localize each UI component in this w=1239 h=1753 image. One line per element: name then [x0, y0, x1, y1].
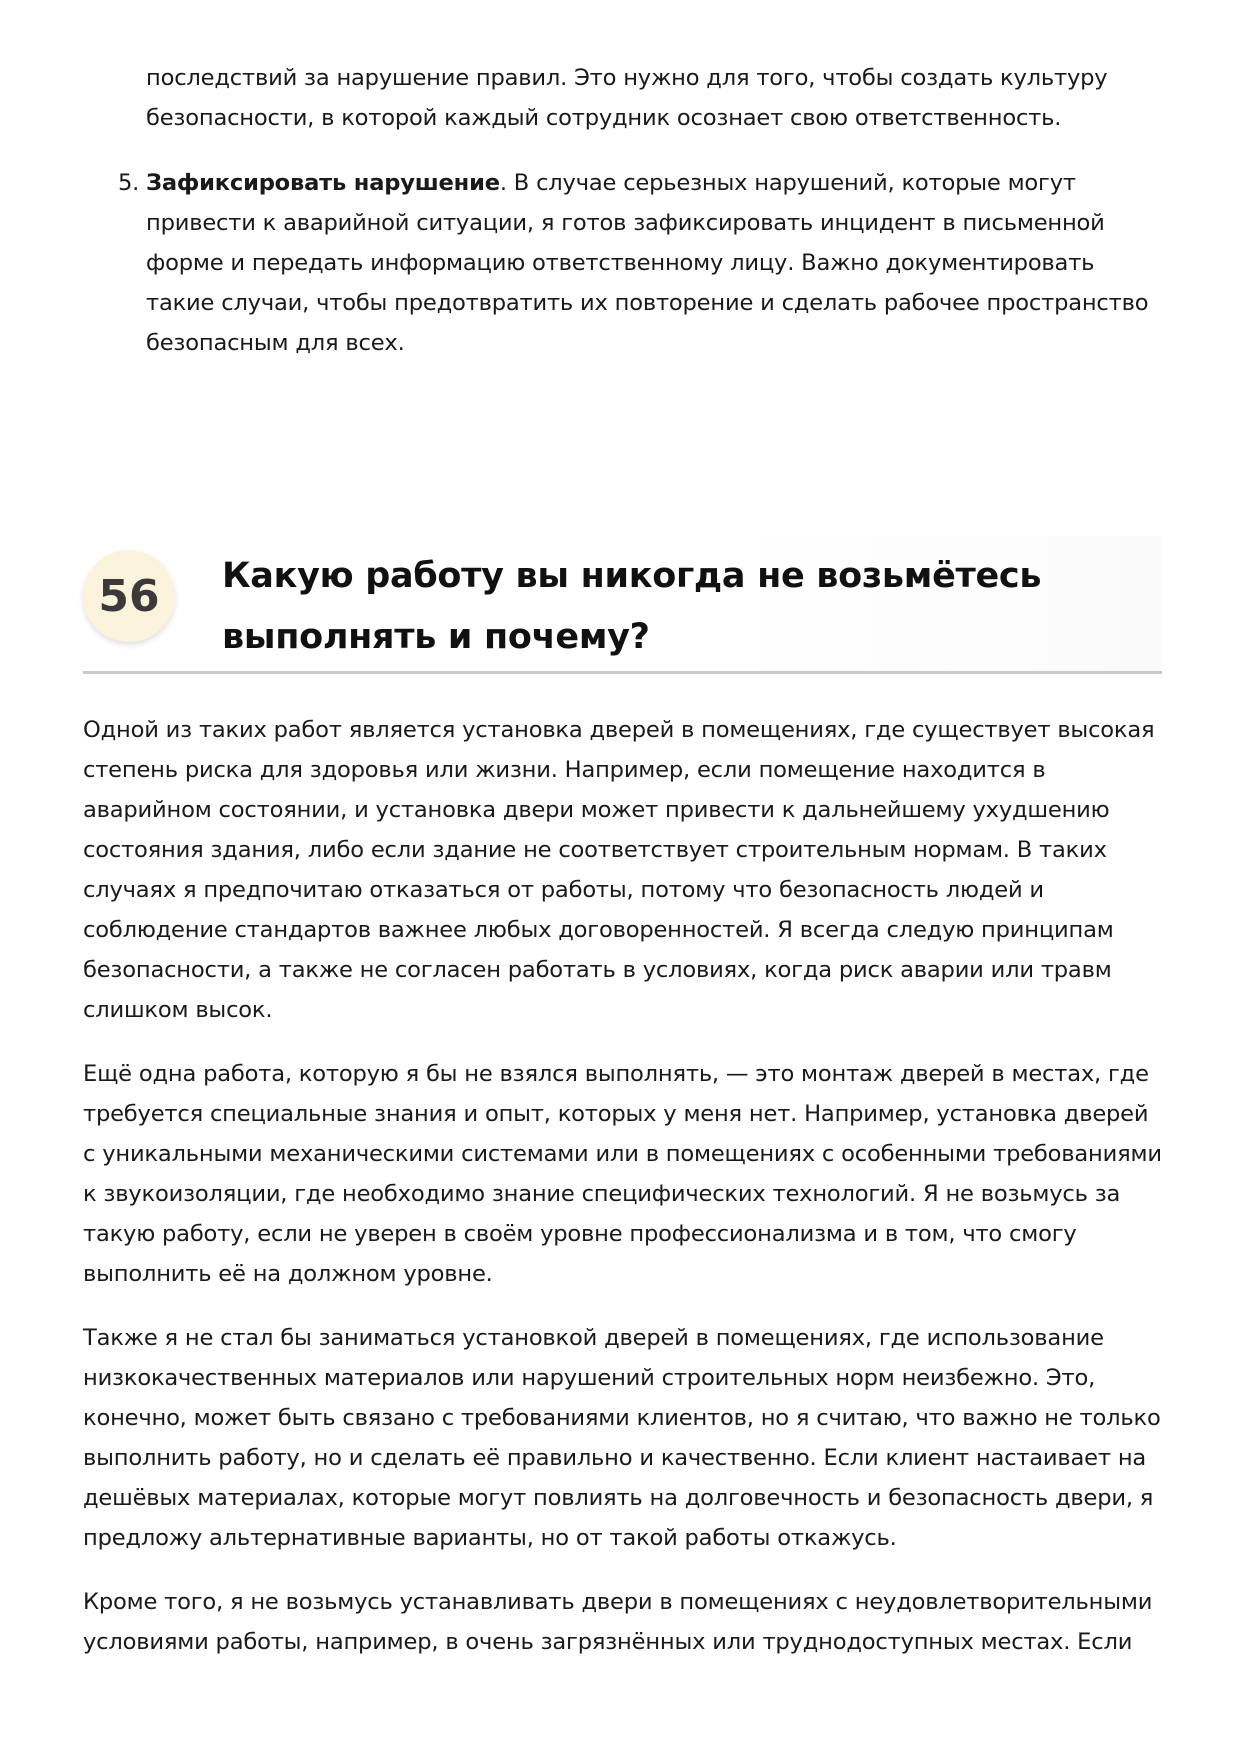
- question-number-badge: 56: [83, 550, 175, 642]
- question-header: [83, 536, 1162, 674]
- list-item-4-continuation: [146, 58, 1156, 138]
- list-item-number: 5.: [118, 170, 140, 196]
- question-title: Какую работу вы никогда не возьмётесь выполнять и почему?: [222, 556, 1042, 657]
- answer-body: [83, 710, 1163, 1686]
- list-item-5: [118, 163, 1156, 363]
- list-item-text: . В случае серьезных нарушений, которые могут привести к аварийной ситуации, я готов зафиксировать инцидент в письменной форме и передать информацию ответственному лицу. Важно документировать такие случаи, чтобы предотвратить их повторение и сделать рабочее пространство безопасным для всех.: [146, 170, 1149, 356]
- answer-paragraph: Одной из таких работ является установка дверей в помещениях, где существует высокая степень риска для здоровья или жизни. Например, если помещение находится в аварийном состоянии, и установка двери может привести к дальнейшему ухудшению состояния здания, либо если здание не соответствует строительным нормам. В таких случаях я предпочитаю отказаться от работы, потому что безопасность людей и соблюдение стандартов важнее любых договоренностей. Я всегда следую принципам безопасности, а также не согласен работать в условиях, когда риск аварии или травм слишком высок.: [83, 717, 1155, 1023]
- answer-paragraph: Ещё одна работа, которую я бы не взялся выполнять, — это монтаж дверей в местах, где требуется специальные знания и опыт, которых у меня нет. Например, установка дверей с уникальными механическими системами или в помещениях с особенными требованиями к звукоизоляции, где необходимо знание специфических технологий. Я не возьмусь за такую работу, если не уверен в своём уровне профессионализма и в том, что смогу выполнить её на должном уровне.: [83, 1061, 1162, 1287]
- continuation-text: последствий за нарушение правил. Это нужно для того, чтобы создать культуру безопасности, в которой каждый сотрудник осознает свою ответственность.: [146, 65, 1108, 131]
- answer-paragraph: Также я не стал бы заниматься установкой дверей в помещениях, где использование низкокачественных материалов или нарушений строительных норм неизбежно. Это, конечно, может быть связано с требованиями клиентов, но я считаю, что важно не только выполнить работу, но и сделать её правильно и качественно. Если клиент настаивает на дешёвых материалах, которые могут повлиять на долговечность и безопасность двери, я предложу альтернативные варианты, но от такой работы откажусь.: [83, 1325, 1161, 1551]
- answer-paragraph: Кроме того, я не возьмусь устанавливать двери в помещениях с неудовлетворительными условиями работы, например, в очень загрязнённых или труднодоступных местах. Если: [83, 1589, 1153, 1655]
- list-item-bold-label: Зафиксировать нарушение: [146, 170, 500, 196]
